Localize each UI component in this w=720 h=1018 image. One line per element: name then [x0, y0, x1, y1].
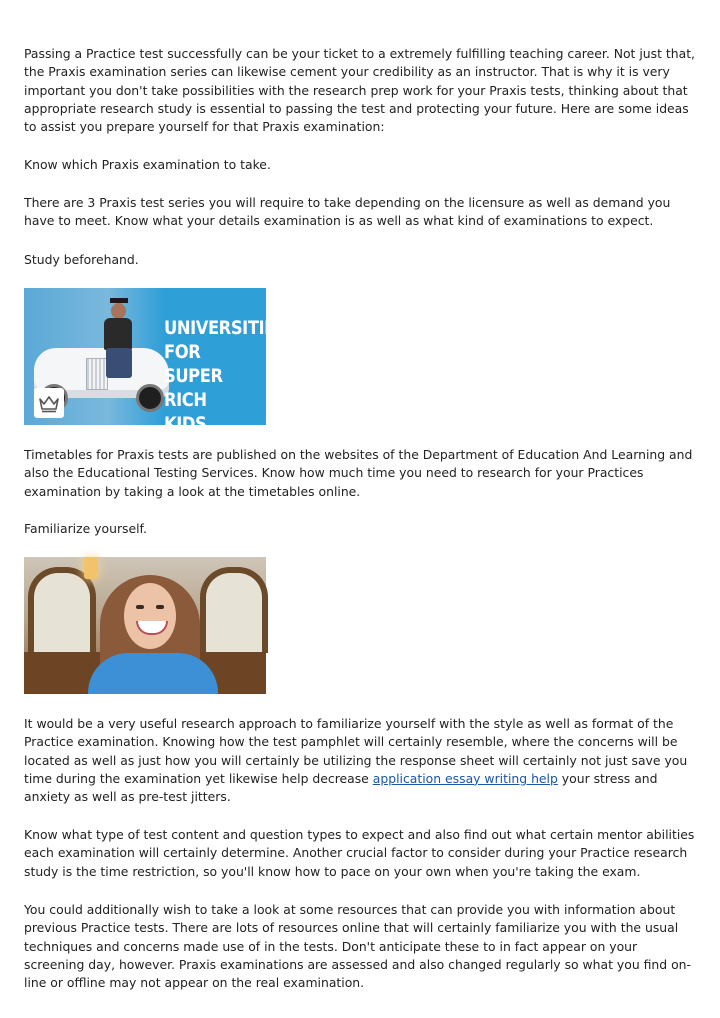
promo-thumbnail-image[interactable] — [24, 288, 287, 435]
crown-icon — [38, 393, 60, 413]
person-shirt — [88, 653, 218, 694]
paragraph-study-approach: It would be a very useful research approach to familiarize yourself with the style as well as format of the Practice examination. Knowing how the test pamphlet will certainly resemble, where the concerns will be located as well as just how you will certainly be utilizing the response sheet will certainly not just save you time during the examination yet likewise help decrease application essay writing help your stress and anxiety as well as pre-test jitters. — [24, 716, 688, 805]
ceiling-lamp — [84, 557, 98, 579]
essay-help-link[interactable]: application essay writing help — [372, 770, 558, 786]
paragraph-test-content: Know what type of test content and question types to expect and also find out what certain mentor abilities each examination will certainly determine. Another crucial factor to consider during your Practice research study is the time restriction, so you'll know how to pace on your own when you're taking the exam. — [24, 827, 695, 879]
paragraph-timetables: Timetables for Praxis tests are published on the websites of the Department of Education And Learning and also the Educational Testing Services. Know how much time you need to research for your Practices examination by taking a look at the timetables online. — [24, 447, 693, 499]
headline-line: UNIVERSITIES — [164, 317, 287, 339]
thumbnail-headline — [164, 316, 287, 436]
headline-line: FOR SUPER — [164, 341, 223, 387]
crown-badge — [34, 388, 64, 418]
person-photo-image — [24, 557, 266, 694]
window-arch — [200, 567, 268, 653]
window-arch — [28, 567, 96, 653]
heading-familiarize: Familiarize yourself. — [24, 521, 147, 536]
headline-line: RICH KIDS — [164, 389, 207, 435]
car-wheel — [136, 384, 164, 412]
paragraph-test-series: There are 3 Praxis test series you will require to take depending on the licensure as well as demand you have to meet. Know what your details examination is as well as what kind of examinations to expect. — [24, 195, 671, 229]
graduate-figure — [98, 298, 138, 378]
intro-paragraph: Passing a Practice test successfully can be your ticket to a extremely fulfilling teaching career. Not just that, the Praxis examination series can likewise cement your credibility as an instructor. That is why it is very important you don't take possibilities with the research prep work for your Praxis tests, thinking about that appropriate research study is essential to passing the test and protecting your future. Here are some ideas to assist you prepare yourself for that Praxis examination: — [24, 46, 695, 135]
paragraph-resources: You could additionally wish to take a look at some resources that can provide you with information about previous Practice tests. There are lots of resources online that will certainly familiarize you with the usual techniques and concerns made use of in the tests. Don't anticipate these to in fact appear on your screening day, however. Praxis examinations are assessed and also changed regularly so what you find on-line or offline may not appear on the real examination. — [24, 902, 691, 991]
heading-know-which-exam: Know which Praxis examination to take. — [24, 157, 271, 172]
heading-study-beforehand: Study beforehand. — [24, 252, 139, 267]
person-face — [124, 583, 176, 649]
